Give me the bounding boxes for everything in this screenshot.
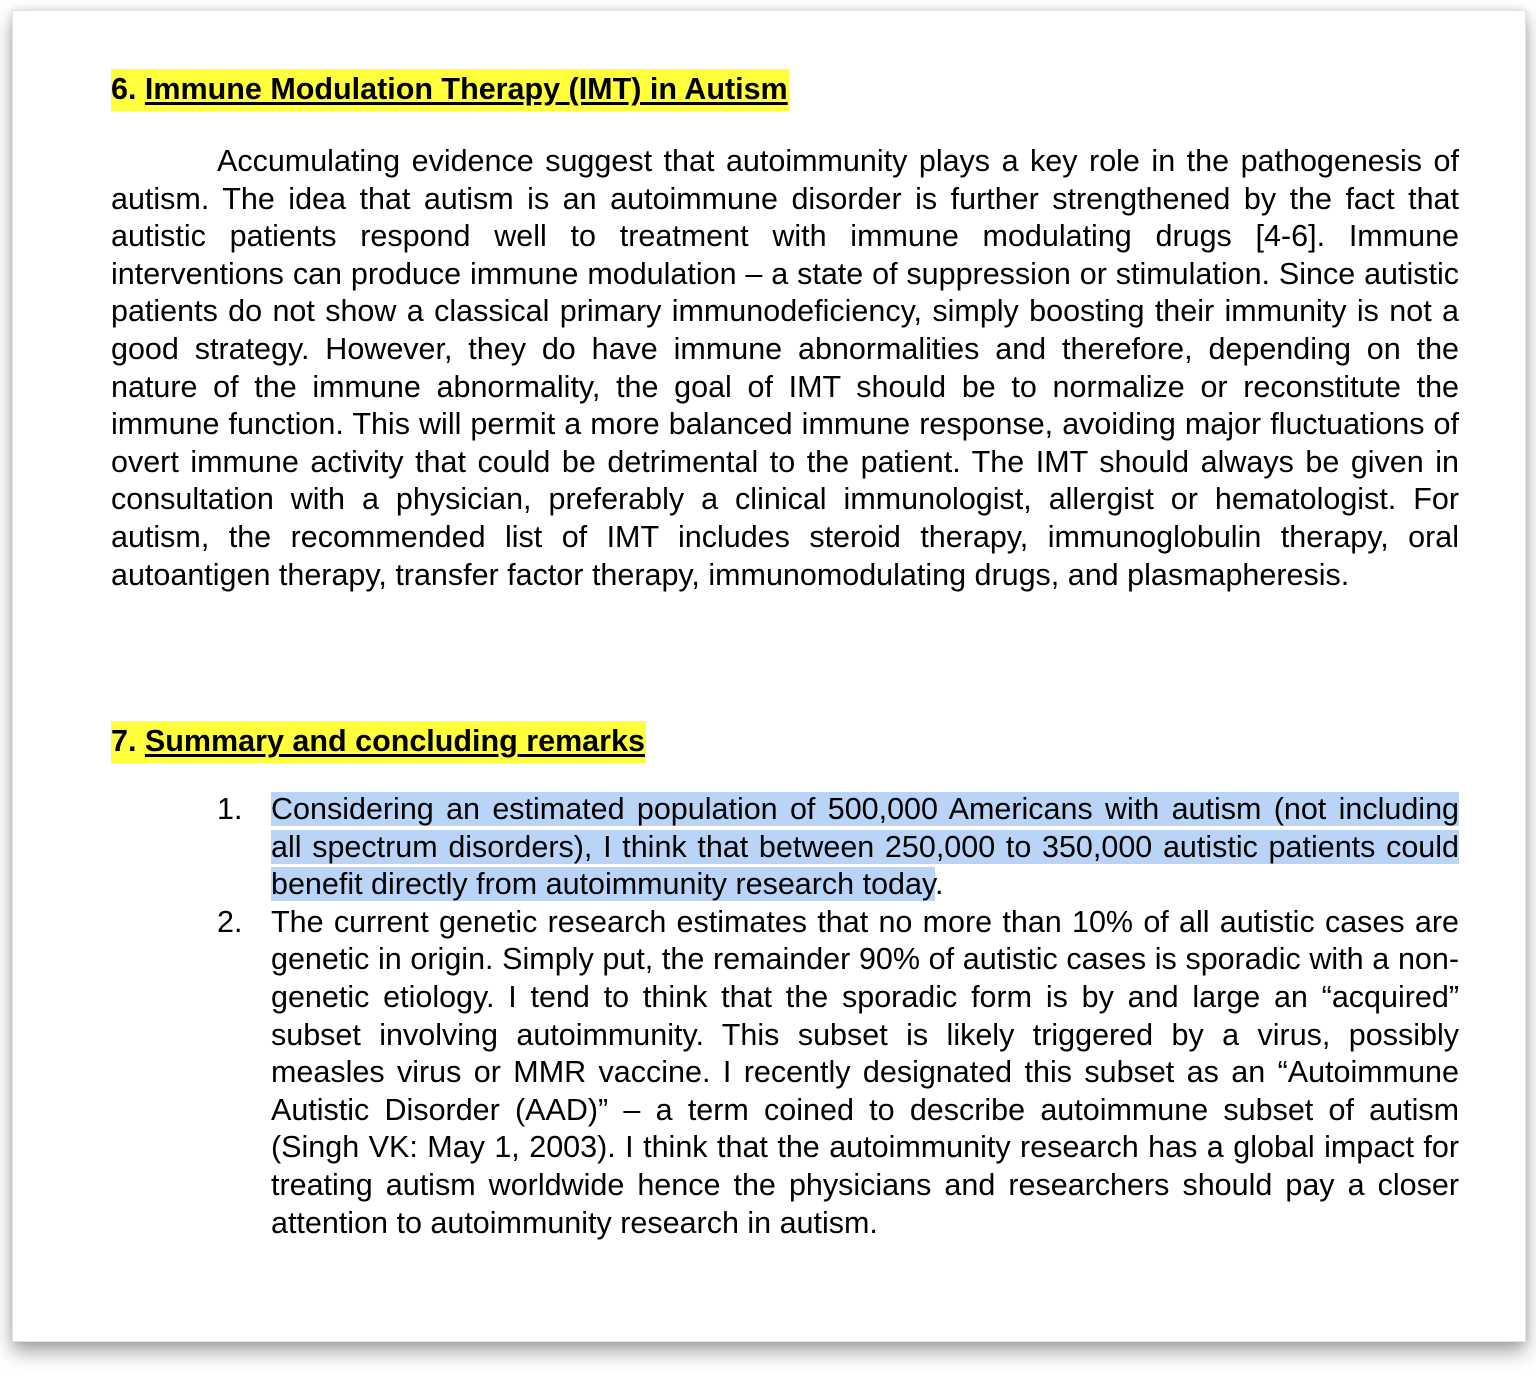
section-number: 6. (111, 72, 137, 106)
imt-paragraph[interactable]: Accumulating evidence suggest that autoimmunity plays a key role in the pathogenesis of autism. The idea that autism is an autoimmune disorder is further strengthened by the fact that autistic patients respond well to treatment with immune modulating drugs [4-6]. Immune interventions can produce immune modulation – a state of suppression or stimulation. Since autistic patients do not show a classical primary immunodeficiency, simply boosting their immunity is not a good strategy. However, they do have immune abnormalities and therefore, depending on the nature of the immune abnormality, the goal of IMT should be to normalize or reconstitute the immune function. This will permit a more balanced immune response, avoiding major fluctuations of overt immune activity that could be detrimental to the patient. The IMT should always be given in consultation with a physician, preferably a clinical immunologist, allergist or hematologist. For autism, the recommended list of IMT includes steroid therapy, immunoglobulin therapy, oral autoantigen therapy, transfer factor therapy, immunomodulating drugs, and plasmapheresis. (111, 144, 1459, 592)
trailing-text: . (934, 867, 944, 902)
list-item[interactable] (111, 791, 1459, 904)
list-item-text: The current genetic research estimates that no more than 10% of all autistic cases are genetic in origin. Simply put, the remainder 90% of autistic cases is sporadic with a non-genetic etiology. I tend to think that the sporadic form is by and large an “acquired” subset involving autoimmunity. This subset is likely triggered by a virus, possibly measles virus or MMR vaccine. I recently designated this subset as an “Autoimmune Autistic Disorder (AAD)” – a term coined to describe autoimmune subset of autism (Singh VK: May 1, 2003). I think that the autoimmunity research has a global impact for treating autism worldwide hence the physicians and researchers should pay a closer attention to autoimmunity research in autism. (271, 904, 1459, 1240)
section-title: Immune Modulation Therapy (IMT) in Autism (144, 72, 788, 106)
section-6-heading (111, 69, 789, 111)
section-7-body (111, 791, 1459, 1242)
heading-highlight (111, 69, 789, 111)
section-7-heading (111, 721, 646, 763)
section-6-body (111, 143, 1459, 594)
selected-text[interactable]: Considering an estimated population of 500,000 Americans with autism (not including all spectrum disorders), I think that between 250,000 to 350,000 autistic patients could benefit directly from autoimmunity research today (271, 792, 1459, 902)
document-page (12, 10, 1526, 1342)
list-marker: 2. (217, 904, 243, 939)
heading-highlight (111, 721, 646, 763)
list-item[interactable] (111, 904, 1459, 1242)
list-marker: 1. (217, 792, 243, 826)
remarks-list (111, 791, 1459, 1242)
section-number: 7. (111, 724, 137, 758)
section-title: Summary and concluding remarks (144, 724, 645, 758)
